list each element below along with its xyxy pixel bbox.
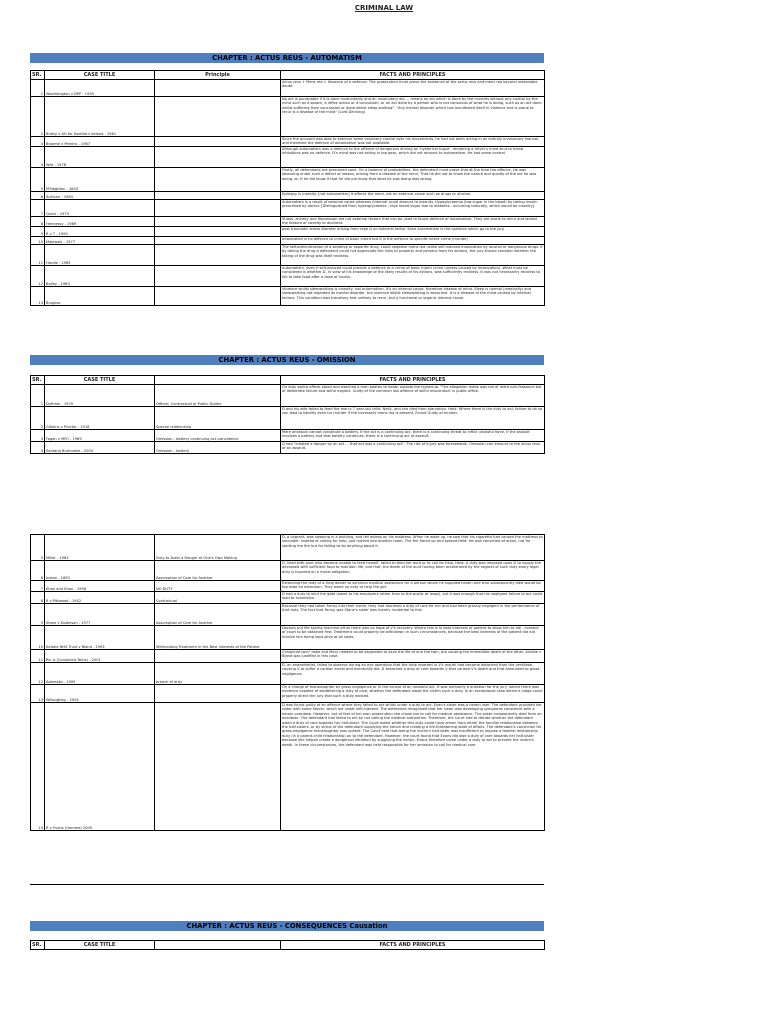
- row-sr: 10: [31, 626, 45, 650]
- row-sr: 5: [31, 535, 45, 561]
- row-case-title: Burgess: [45, 287, 155, 306]
- row-principle: breach of duty: [155, 663, 281, 685]
- row-facts: No act is punishable if it is done involuntarily and an involuntary act ... means an act which is done by the muscles without any control by the mind such as a spasm, a reflex action or a convulsion; or an act done by a person who is not conscious of what he is doing, such as an act done whilst suffering from concussion or done whilst sleep-walking". "Any mental disorder which has manifested itself in violence and is prone to recur is a disease of the mind" (Lord Denning): [281, 97, 545, 137]
- row-sr: 11: [31, 650, 45, 663]
- omission-table: [30, 375, 545, 454]
- row-facts: Stress, anxiety and depression are not external factors that can be used to found defence of automatism. They are prone to recur and lacked the feature of novelty or accident.: [281, 217, 545, 227]
- table-row: [31, 217, 545, 227]
- row-principle: [155, 137, 281, 147]
- row-facts: Doctors put life saving machine off as there was no hope of V's recovery. Where this is in best interests of patient to allow him to die - consent of court to be obtained first. Treatment could properly be withdrawn in such circumstances, because the best interests of the patient did not involve him being kept alive at all costs.: [281, 626, 545, 650]
- header-case-title: CASE TITLE: [45, 941, 155, 950]
- row-case-title: Adomako - 1995: [45, 663, 155, 685]
- row-case-title: Hardie - 1985: [45, 245, 155, 266]
- row-facts: D had a duty to shut the gate (owed to his employers rather than to the public at large), but it was enough that his negligent failure to act could lead to conviction.: [281, 592, 545, 604]
- row-facts: D had "created a danger by an act ... that act was a continuing act". The risk of injury was foreseeable. Omission can amount to the actus reus of an assault.: [281, 442, 545, 454]
- header-principle: Principle: [155, 71, 281, 80]
- row-facts: D, lived with aunt who became unable to feed herself, failed to feed her aunt or to call for help. Held: A duty was imposed upon D to supply the deceased with sufficient food to maintain life, and that, the death of the aunt having been accelerated by the neglect of such duty every legal duty is founded on a moral obligation.: [281, 561, 545, 581]
- omission-table-continued: [30, 534, 545, 831]
- row-principle: Omission - battery continuing act coincidence: [155, 430, 281, 442]
- table-row: [31, 581, 545, 592]
- row-principle: [155, 80, 281, 97]
- row-principle: [155, 685, 281, 703]
- row-sr: 1: [31, 80, 45, 97]
- table-row: [31, 663, 545, 685]
- row-principle: Assumption of Care for Another: [155, 561, 281, 581]
- table-row: [31, 385, 545, 407]
- row-facts: Automatism, even if self-induced could provide a defence to a crime of basic intent crime (unless caused by intoxication). What must be considered is whether D, in view of his knowledge of the likely results of his actions, was sufficiently reckless. It was not necessarily reckless to fail to take food after a dose of insulin.: [281, 266, 545, 287]
- header-principle: [155, 376, 281, 385]
- table-row: [31, 287, 545, 306]
- row-case-title: Dytham - 1979: [45, 385, 155, 407]
- table-row: [31, 266, 545, 287]
- row-principle: [155, 650, 281, 663]
- row-principle: [155, 237, 281, 245]
- row-case-title: M'Naghten - 1843: [45, 168, 155, 192]
- row-sr: 7: [31, 581, 45, 592]
- table-row: [31, 168, 545, 192]
- row-case-title: Miller - 1983: [45, 535, 155, 561]
- row-principle: [155, 200, 281, 217]
- table-row: [31, 227, 545, 237]
- row-facts: Although automatism was a defence to the offence of dangerous driving an 'hysterical fugue', rendering a driver's mind shut to moral inhibitions was no defence. D's mind was not acting in top gear, which did not amount to automatism. He had some control.: [281, 147, 545, 168]
- row-facts: Violence whilst sleepwalking is insanity, not automatism. It's an internal cause, therefore disease of mind. Sleep is normal (medically) and sleepwalking not regarded as mental disorder, but violence whilst sleepwalking is abnormal. It is a disease of the mind caused by internal factors. This condition was transitory and unlikely to recur, but a functional or organic internal cause.: [281, 287, 545, 306]
- row-sr: 8: [31, 217, 45, 227]
- chapter-heading-causation: CHAPTER : ACTUS REUS - CONSEQUENCES Causation: [30, 921, 544, 931]
- table-row: [31, 137, 545, 147]
- row-facts: The self-administration of a sedative or soporific drug, could negative mens rea unlike self-induced intoxication by alcohol or dangerous drugs. If by taking the drug a defendant could not appreciate the risks to property and persons from his actions, the jury should consider whether the taking of the drug was itself reckless.: [281, 245, 545, 266]
- header-sr: SR.: [31, 941, 45, 950]
- table-header-row: [31, 941, 545, 950]
- row-facts: Extending the duty of a drug dealer to summon medical assistance for a person whom he supplied heroin and who subsequently died would be too wide an extension. They owed no duty to help the girl.: [281, 581, 545, 592]
- row-facts: D was found guilty of an offence where they failed to act whilst under a duty to act. Evan's sister was a heroin user. The defendant provided her sister with some heroin, which her sister self-injected. The defendant recognised that her sister was developing symptoms consistent with a heroin overdose. However, out of fear of her own prosecution she chose not to call for medical assistance. The sister consequently died from an overdose. The defendant had failed to act by not calling the medical authorities. Therefore, the Court had to decide whether the defendant owed a duty of care towards her half-sister. The Court asked whether this duty could have arisen from either the familial relationship between the half-sisters, or by virtue of the defendant supplying the heroin and creating a life-threatening state of affairs. The defendant's conviction for gross-negligence manslaughter was upheld. The Court held that being the victim's half-sister was insufficient to impose a familial relationship duty (in a parent-child relationship) on to the defendant. However, the court found that Evans did owe a duty of care towards her half-sister because she helped create a dangerous situation by supplying the heroin. Evans therefore came under a duty to act to prevent the victim's death. In these circumstances, the defendant was held responsible for her omission to call for medical care.: [281, 703, 545, 831]
- row-facts: post traumatic stress disorder arising from rape is an external factor. Sane Automatism is the question which go to the jury.: [281, 227, 545, 237]
- chapter-heading-omission: CHAPTER : ACTUS REUS - OMISSION: [30, 355, 544, 365]
- row-sr: 8: [31, 592, 45, 604]
- row-case-title: Instan - 1893: [45, 561, 155, 581]
- row-case-title: Bratty v AG for Northern Ireland - 1961: [45, 97, 155, 137]
- row-case-title: R v T - 1990: [45, 227, 155, 237]
- row-facts: Epilepsy is insanity. [not automatism] It affects the mind, not an external cause such as drugs or alcohol.: [281, 192, 545, 200]
- row-facts: Firstly, all defendants are presumed sane. On a balance of probabilities, the defendant must prove that at the time the offence, He was labouring under such a defect of reason, arising from a disease of the mind, That he did not to know the nature and quality of the act he was doing, or, If he did know it that he did not know that what he was doing was wrong.: [281, 168, 545, 192]
- header-sr: SR.: [31, 71, 45, 80]
- row-facts: D, an anaesthetist, failed to observe during an eye operation that the tube inserted in V's mouth had become detached from the ventilator, causing V to suffer a cardiac arrest and eventually die. D breached a duty of care towards V that caused V's death and that amounted to gross negligence.: [281, 663, 545, 685]
- header-facts: FACTS AND PRINCIPLES: [281, 376, 545, 385]
- row-case-title: Santana Burmudez - 2004: [45, 442, 155, 454]
- row-sr: 4: [31, 442, 45, 454]
- row-case-title: Majewski - 1977: [45, 237, 155, 245]
- row-case-title: Airdale NHS Trust v Bland - 1993: [45, 626, 155, 650]
- row-sr: 14: [31, 703, 45, 831]
- row-sr: 6: [31, 561, 45, 581]
- table-row: [31, 703, 545, 831]
- row-principle: Omission - battery: [155, 442, 281, 454]
- table-header-row: [31, 376, 545, 385]
- table-row: [31, 200, 545, 217]
- table-row: [31, 430, 545, 442]
- row-principle: [155, 703, 281, 831]
- row-principle: NO DUTY: [155, 581, 281, 592]
- row-facts: Mere omission cannot constitute a battery. If the act is a continuing act, there is a continuing threat to inflict unlawful force. If the assault involves a battery and that battery continues, there is a continuing act of assault.: [281, 430, 545, 442]
- table-row: [31, 626, 545, 650]
- row-principle: [155, 266, 281, 287]
- table-row: [31, 685, 545, 703]
- header-facts: FACTS AND PRINCIPLES: [281, 941, 545, 950]
- row-case-title: Sullivan - 1983: [45, 192, 155, 200]
- row-sr: 2: [31, 407, 45, 430]
- table-row: [31, 245, 545, 266]
- row-sr: 13: [31, 685, 45, 703]
- row-facts: Actus reus + Mens rea = Absence of a defence. The prosecution must prove the existence of the actus reus and mens rea beyond reasonable doubt.: [281, 80, 545, 97]
- row-facts: Intoxication is no defence to crime of basic intent but it is the defence to specific intent crime (murder): [281, 237, 545, 245]
- row-sr: 6: [31, 192, 45, 200]
- row-sr: 13: [31, 287, 45, 306]
- row-principle: [155, 217, 281, 227]
- row-case-title: R v Evans (Gemma) 2009: [45, 703, 155, 831]
- row-sr: 2: [31, 97, 45, 137]
- row-facts: D, a vagrant, was sleeping in a building, and fell asleep on his mattress. When he woke up, he saw that his cigarette had caused the mattress to smoulder. Instead of calling for help, just moved into another room. The fire flared up and spread.Held: He was convicted of arson, not for starting the fire but for failing to do anything about it.: [281, 535, 545, 561]
- row-case-title: Quick - 1973: [45, 200, 155, 217]
- row-case-title: Hennessy - 1989: [45, 217, 155, 227]
- causation-table: [30, 940, 545, 950]
- row-principle: Withholding Treatment In the Best Interests of the Patient: [155, 626, 281, 650]
- row-case-title: Witt - 1978: [45, 147, 155, 168]
- row-sr: 7: [31, 200, 45, 217]
- row-sr: 3: [31, 430, 45, 442]
- row-principle: [155, 245, 281, 266]
- table-row: [31, 561, 545, 581]
- row-sr: 11: [31, 245, 45, 266]
- automatism-table: [30, 70, 545, 306]
- table-row: [31, 407, 545, 430]
- row-case-title: Stone v Dobinson - 1977: [45, 604, 155, 626]
- row-sr: 10: [31, 237, 45, 245]
- row-facts: Automatism is a result of external cause whereas (internal could amount to insanity. Hypoglycaemia (low sugar in the blood) by taking insulin prescribed by doctor. [Distinguished from hyperglycaemia - high blood sugar due to diabetes - occurring naturally, which would be insanity].: [281, 200, 545, 217]
- table-row: [31, 650, 545, 663]
- table-header-row: [31, 71, 545, 80]
- row-facts: On duty police officer stood and watched a man beaten to death outside the nightclub. "The allegation made was not of mere non-feasance but of deliberate failure and wilful neglect. Guilty of the common law offence of wilful misconduct in public office.: [281, 385, 545, 407]
- row-principle: Duty to Avert a Danger of One's Own Making: [155, 535, 281, 561]
- row-case-title: Woolmington v DPP - 1935: [45, 80, 155, 97]
- row-case-title: Fagan v MPC - 1969: [45, 430, 155, 442]
- table-row: [31, 237, 545, 245]
- row-case-title: Re: A (Conjoined Twins) - 2001: [45, 650, 155, 663]
- table-row: [31, 592, 545, 604]
- table-row: [31, 147, 545, 168]
- row-case-title: Bailey - 1983: [45, 266, 155, 287]
- row-facts: Because they had taken Fanny into their home, they had assumed a duty of care for her and had been grossly negligent in the performance of that duty. The fact that Fanny was Stone's sister was merely incidental to this.: [281, 604, 545, 626]
- row-sr: 9: [31, 227, 45, 237]
- header-sr: SR.: [31, 376, 45, 385]
- row-case-title: Khan and Khan - 1998: [45, 581, 155, 592]
- table-row: [31, 97, 545, 137]
- document-title: CRIMINAL LAW: [354, 4, 414, 12]
- row-facts: Conjoined twin" Jodie and Mary needed to be separated to save the life of one the twin, but causing the immediate death of the other. Airdale v Bland was justified in this case.: [281, 650, 545, 663]
- row-sr: 12: [31, 266, 45, 287]
- header-case-title: CASE TITLE: [45, 376, 155, 385]
- row-case-title: Willoughby - 2004: [45, 685, 155, 703]
- section-divider: [30, 884, 544, 885]
- row-case-title: R v Pittwood - 1902: [45, 592, 155, 604]
- row-facts: D and his wife failed to feed the man's 7 year-old child, Nelly, and she died from starvation. Held: Where there is the duty to act, failure to do so can lead to liability even for murder if the necessary mens rea is present. Found Guilty of murder.: [281, 407, 545, 430]
- row-principle: [155, 287, 281, 306]
- table-row: [31, 442, 545, 454]
- row-facts: On a charge of manslaughter by gross negligence or in the course of an unlawful act. It was ordinarily a question for the jury, where there was evidence capable of establishing a duty of care, whether the defendant owed the victim such a duty. In an exceptional case where a judge could properly direct the jury that such a duty existed.: [281, 685, 545, 703]
- row-case-title: Broome v Perkins - 1987: [45, 137, 155, 147]
- row-facts: Since the accused was able to exercise some voluntary control over his movements, he had not been acting in an entirely involuntary manner, and therefore the defence of automatism was not available.: [281, 137, 545, 147]
- row-principle: [155, 147, 281, 168]
- row-sr: 4: [31, 147, 45, 168]
- table-row: [31, 604, 545, 626]
- table-row: [31, 192, 545, 200]
- table-row: [31, 80, 545, 97]
- row-sr: 12: [31, 663, 45, 685]
- row-principle: [155, 97, 281, 137]
- row-principle: Assumption of Care for Another: [155, 604, 281, 626]
- row-principle: [155, 227, 281, 237]
- row-principle: Special relationship: [155, 407, 281, 430]
- row-case-title: Gibbins v Proctor - 1918: [45, 407, 155, 430]
- row-sr: 5: [31, 168, 45, 192]
- chapter-heading-automatism: CHAPTER : ACTUS REUS - AUTOMATISM: [30, 53, 544, 63]
- table-row: [31, 535, 545, 561]
- row-principle: Contractual: [155, 592, 281, 604]
- row-principle: Official, Contractual or Public Duties: [155, 385, 281, 407]
- header-case-title: CASE TITLE: [45, 71, 155, 80]
- row-sr: 9: [31, 604, 45, 626]
- row-sr: 3: [31, 137, 45, 147]
- header-facts: FACTS AND PRINCIPLES: [281, 71, 545, 80]
- row-principle: [155, 192, 281, 200]
- header-principle: [155, 941, 281, 950]
- row-principle: [155, 168, 281, 192]
- row-sr: 1: [31, 385, 45, 407]
